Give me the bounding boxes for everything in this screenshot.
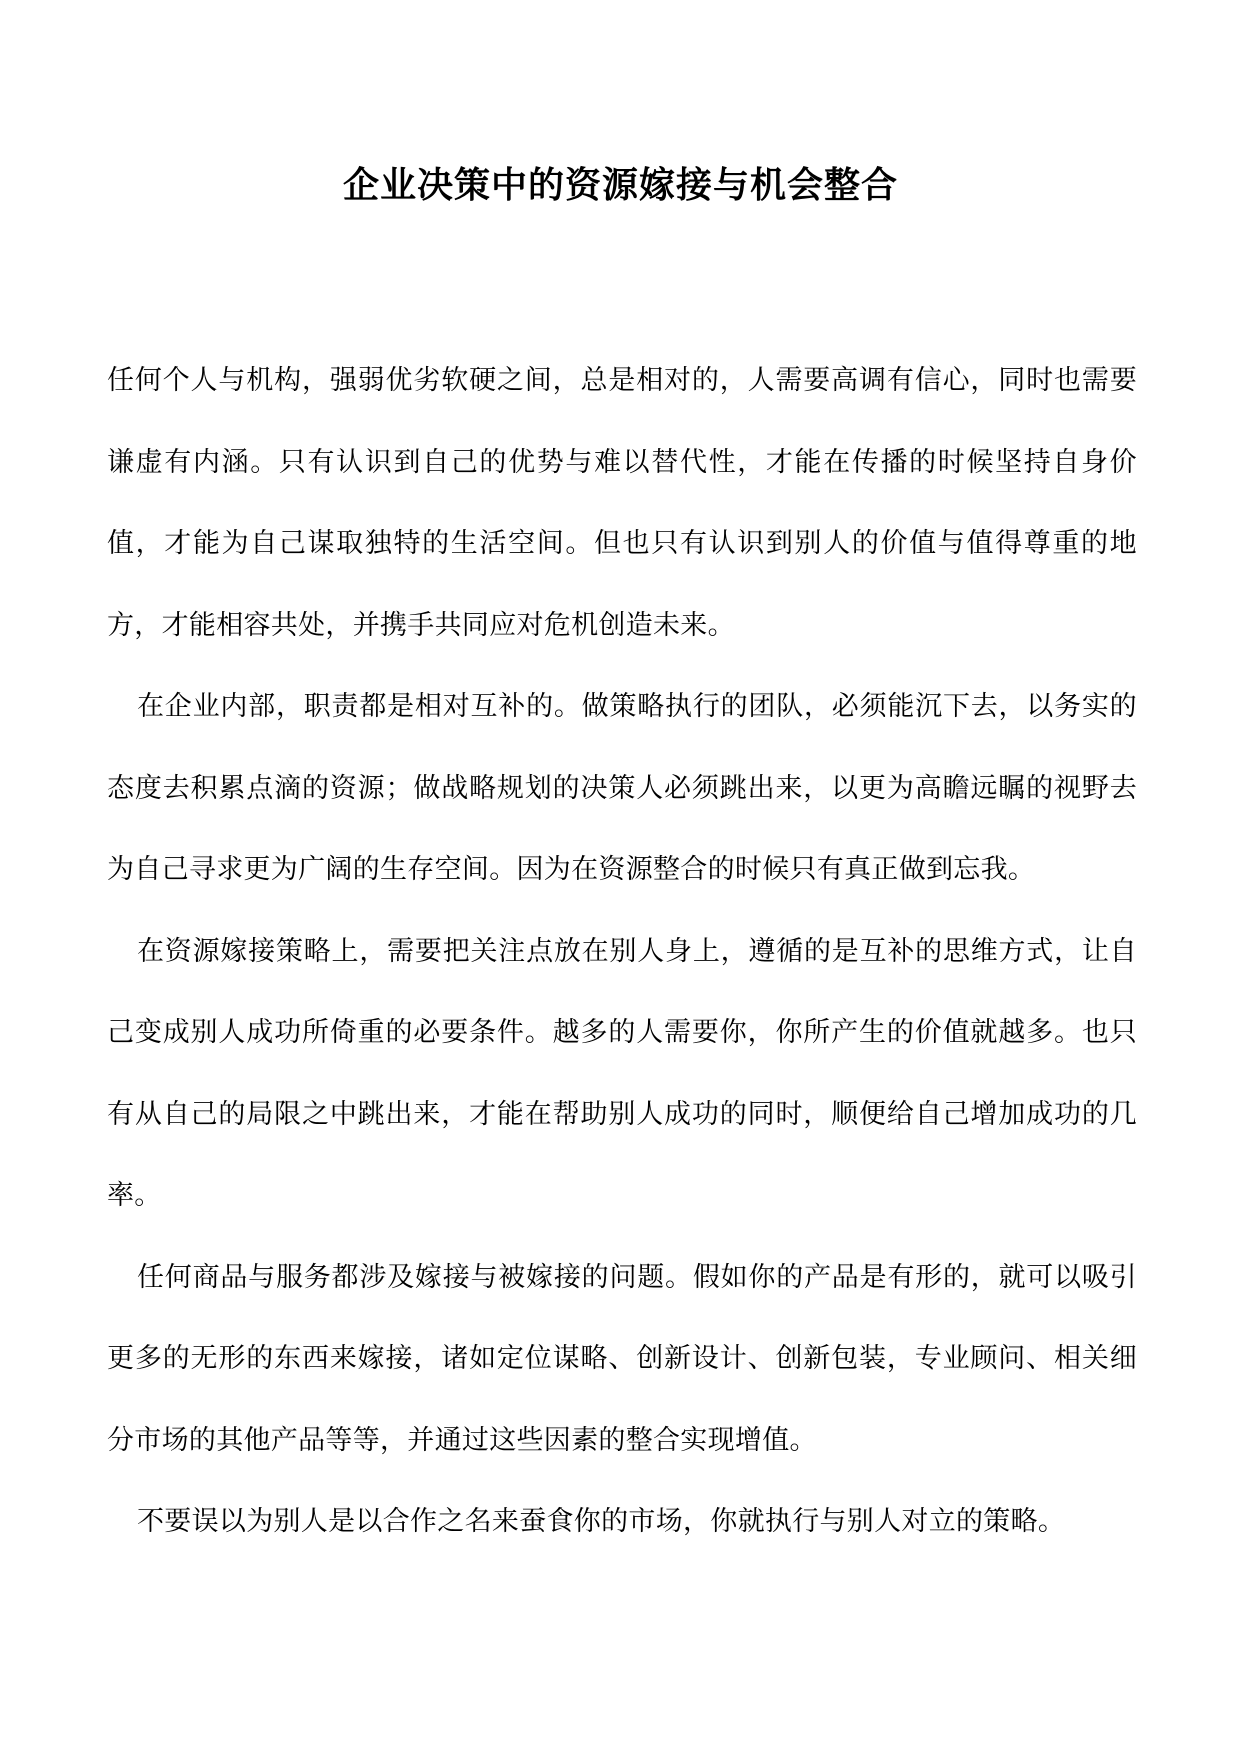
paragraph-2: 在企业内部，职责都是相对互补的。做策略执行的团队，必须能沉下去，以务实的态度去积累点滴的资源；做战略规划的决策人必须跳出来，以更为高瞻远瞩的视野去为自己寻求更为广阔的生存空间。因为在资源整合的时候只有真正做到忘我。 [107,691,1137,885]
paragraph-5: 不要误以为别人是以合作之名来蚕食你的市场，你就执行与别人对立的策略。 [137,1506,1066,1537]
paragraph-3: 在资源嫁接策略上，需要把关注点放在别人身上，遵循的是互补的思维方式，让自己变成别人成功所倚重的必要条件。越多的人需要你，你所产生的价值就越多。也只有从自己的局限之中跳出来，才能在帮助别人成功的同时，顺便给自己增加成功的几率。 [107,935,1137,1211]
paragraph-1: 任何个人与机构，强弱优劣软硬之间，总是相对的，人需要高调有信心，同时也需要谦虚有内涵。只有认识到自己的优势与难以替代性，才能在传播的时候坚持自身价值，才能为自己谋取独特的生活空间。但也只有认识到别人的价值与值得尊重的地方，才能相容共处，并携手共同应对危机创造未来。 [107,365,1137,641]
document-body [107,340,1137,1563]
document-title: 企业决策中的资源嫁接与机会整合 [342,164,898,206]
paragraph-4: 任何商品与服务都涉及嫁接与被嫁接的问题。假如你的产品是有形的，就可以吸引更多的无形的东西来嫁接，诸如定位谋略、创新设计、创新包装，专业顾问、相关细分市场的其他产品等等，并通过这些因素的整合实现增值。 [107,1261,1137,1456]
